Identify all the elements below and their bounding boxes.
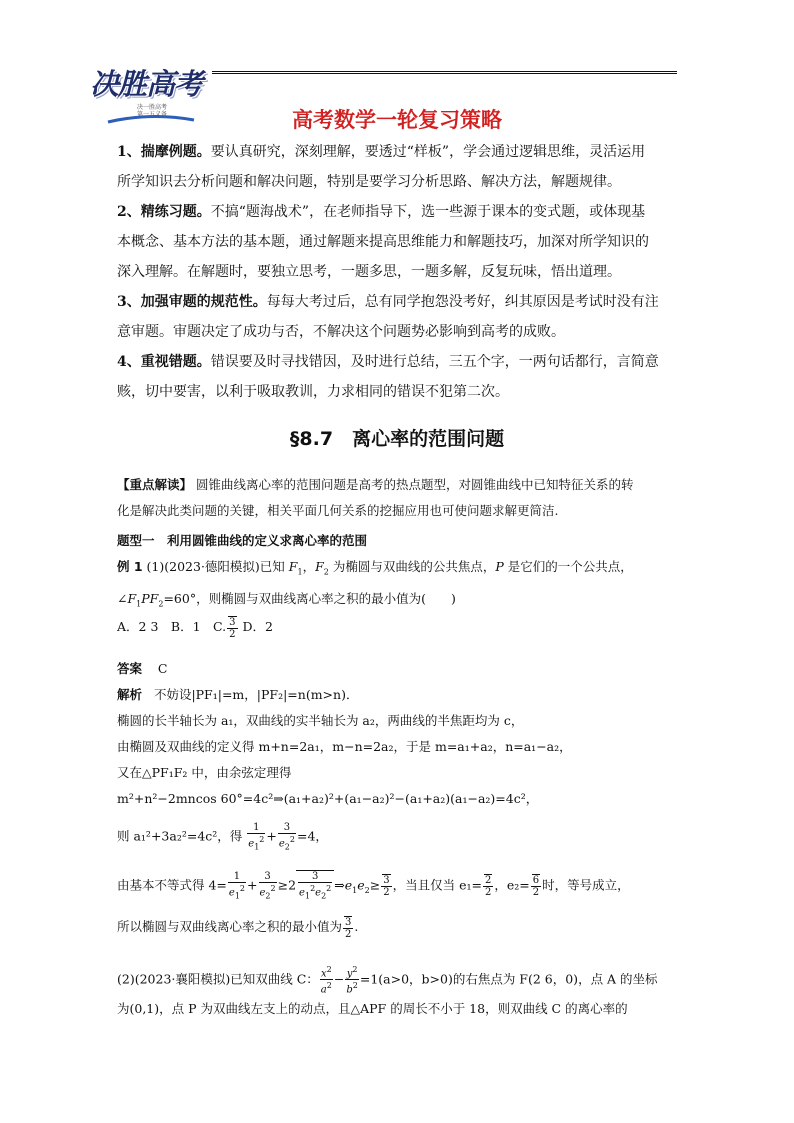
logo-subtitle-line-2: 第一五义备 [136, 111, 167, 118]
q2-line-2: 为(0,1)，点 P 为双曲线左支上的动点，且△APF 的周长不小于 18，则双曲线 C 的离心率的 [117, 1001, 628, 1016]
strategy-item-2 [117, 197, 679, 287]
analysis-label: 解析 [117, 687, 143, 702]
logo-subtitle-line-1: 决一胜高考 [136, 104, 167, 111]
analysis-line-5: m²+n²−2mncos 60°=4c²⇒(a₁+a₂)²+(a₁−a₂)²−(a₁+a₂)(a₁−a₂)=4c²， [117, 791, 539, 806]
example-q1-text-a: 为椭圆与双曲线的公共焦点， [332, 559, 496, 574]
strategy-lead: 2、精练习题。 [117, 204, 211, 220]
example-q1-text-b: 是它们的一个公共点， [507, 559, 633, 574]
section-title: §8.7 离心率的范围问题 [289, 428, 505, 450]
analysis-line-7-b: ，当且仅当 e₁= [392, 877, 482, 893]
analysis-line-3: 由椭圆及双曲线的定义得 m+n=2a₁，m−n=2a₂，于是 m=a₁+a₂，n=a₁−a₂， [117, 739, 572, 754]
answer-line [117, 656, 679, 682]
strategy-item-3 [117, 287, 679, 347]
analysis-line-6-b: =4， [296, 828, 328, 844]
analysis-line-7-a: 由基本不等式得 4= [117, 877, 227, 893]
strategy-text: 每每大考过后，总有同学抱怨没考好，纠其原因是考试时没有注 [266, 294, 659, 310]
example-q1-line-2: =60°，则椭圆与双曲线离心率之积的最小值为( ) [163, 590, 456, 606]
strategy-lead: 1、揣摩例题。 [117, 144, 211, 160]
answer-label: 答案 [117, 661, 143, 676]
strategy-item-4 [117, 347, 679, 407]
example-1-question-2: (2)(2023·襄阳模拟)已知双曲线 C： $\frac{x^2}{a^2}$ − $\frac{y^2}{b^2}$ =1(a>0，b>0)的右焦点为 F(2 6，0)，点 A 的坐标 [117, 965, 658, 996]
header-rule [212, 71, 677, 72]
strategy-title: 高考数学一轮复习策略 [292, 108, 502, 132]
strategy-text: 本概念、基本方法的基本题，通过解题来提高思维能力和解题技巧，加深对所学知识的 [117, 234, 649, 250]
key-points-text: 化是解决此类问题的关键，相关平面几何关系的挖掘应用也可使问题求解更简洁. [117, 503, 559, 518]
header-rule-2 [212, 73, 677, 74]
key-points-tag: 【重点解读】 [117, 477, 193, 492]
strategy-text: 赅，切中要害，以利于吸取教训，力求相同的错误不犯第二次。 [117, 384, 509, 400]
example-q1-prefix: (1)(2023·德阳模拟)已知 [146, 559, 285, 574]
key-points [117, 472, 679, 524]
strategy-text: 深入理解。在解题时，要独立思考，一题多思，一题多解，反复玩味，悟出道理。 [117, 264, 621, 280]
example-1-options: A．2 3 B．1 C. $\frac{3}{2}$ D．2 [117, 616, 273, 640]
strategy-item-1 [117, 137, 679, 197]
logo-title: 决胜高考 [90, 67, 203, 101]
strategy-text: 不搞“题海战术”，在老师指导下，选一些源于课本的变式题，或体现基 [210, 204, 646, 220]
strategy-text: 所学知识去分析问题和解决问题，特别是要学习分析思路、解决方法，解题规律。 [117, 174, 621, 190]
example-label: 例 1 [117, 559, 143, 574]
strategy-text: 意审题。审题决定了成功与否，不解决这个问题势必影响到高考的成败。 [117, 324, 565, 340]
options-text: A．2 3 B．1 C. [117, 619, 227, 634]
analysis-line-7-d: 时，等号成立， [542, 877, 630, 893]
q2-text-a: (2)(2023·襄阳模拟)已知双曲线 C： [117, 971, 319, 987]
analysis [117, 682, 679, 812]
strategy-text: 错误要及时寻找错因，及时进行总结，三五个字，一两句话都行，言简意 [210, 354, 659, 370]
analysis-line-2: 椭圆的长半轴长为 a₁，双曲线的实半轴长为 a₂，两曲线的半焦距均为 c， [117, 713, 524, 728]
strategy-lead: 4、重视错题。 [117, 354, 211, 370]
analysis-line-7: 由基本不等式得 4= $\frac{1}{e_1^2}$ + $\frac{3}{e_2^2}$ ≥2 $\frac{3}{e_1^2e_2^2}$ $\Rightarrow e_1e_2\ge$ $\frac{3}{2}$ ，当且仅当 e₁= $\frac{2}{2}$ ，e₂= $\frac{6}{2}$ 时，等号成立， [117, 871, 630, 901]
q2-text-b: =1(a>0，b>0)的右焦点为 F(2 6，0)，点 A 的坐标 [359, 971, 658, 987]
key-points-text: 圆锥曲线离心率的范围问题是高考的热点题型，对圆锥曲线中已知特征关系的转 [196, 477, 634, 492]
strategy-lead: 3、加强审题的规范性。 [117, 294, 267, 310]
analysis-line-8: 所以椭圆与双曲线离心率之积的最小值为 $\frac{3}{2}$ . [117, 916, 359, 940]
topic-heading: 题型一 利用圆锥曲线的定义求离心率的范围 [117, 533, 368, 548]
strategy-text: 要认真研究，深刻理解，要透过“样板”，学会通过逻辑思维，灵活运用 [210, 144, 646, 160]
analysis-line-1: 不妨设|PF₁|=m，|PF₂|=n(m>n)． [153, 687, 359, 702]
option-d: D．2 [242, 619, 273, 634]
analysis-line-6-a: 则 a₁²+3a₂²=4c²，得 [117, 828, 243, 844]
analysis-line-8-text: 所以椭圆与双曲线离心率之积的最小值为 [117, 919, 343, 934]
analysis-line-4: 又在△PF₁F₂ 中，由余弦定理得 [117, 765, 292, 780]
example-1-question: 例 1 (1)(2023·德阳模拟)已知 $F_1$，$F_2$ 为椭圆与双曲线的公共焦点，P 是它们的一个公共点， $\angle F_1PF_2=60^\circ$，则椭圆与双曲线离心率之积的最小值为( ) [117, 559, 633, 608]
answer-value: C [157, 661, 168, 676]
analysis-line-6: 则 a₁²+3a₂²=4c²，得 $\frac{1}{e_1^2}$ + $\frac{3}{e_2^2}$ =4， [117, 822, 328, 852]
analysis-line-7-c: ，e₂= [494, 877, 530, 893]
